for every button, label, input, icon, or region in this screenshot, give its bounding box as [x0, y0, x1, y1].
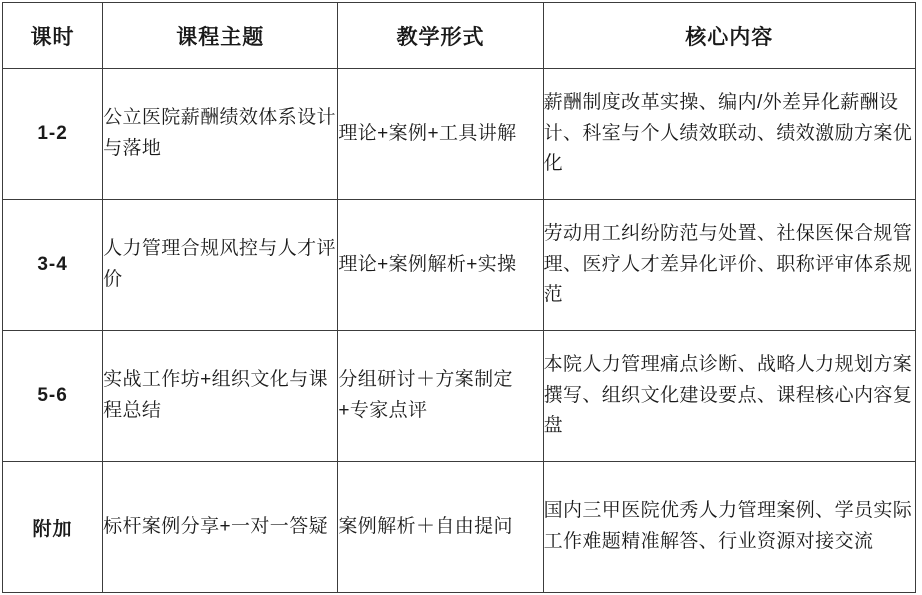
table-row	[3, 331, 916, 462]
period-text: 3-4	[37, 254, 68, 275]
table-header	[3, 3, 916, 69]
cell-core	[543, 462, 915, 593]
core-text: 薪酬制度改革实操、编内/外差异化薪酬设计、科室与个人绩效联动、绩效激励方案优化	[543, 91, 913, 175]
table-header-row	[3, 3, 916, 69]
cell-period	[3, 200, 103, 331]
cell-format	[338, 200, 543, 331]
column-header-topic: 课程主题	[103, 3, 338, 69]
column-header-format: 教学形式	[338, 3, 543, 69]
cell-period	[3, 331, 103, 462]
core-text: 劳动用工纠纷防范与处置、社保医保合规管理、医疗人才差异化评价、职称评审体系规范	[543, 222, 913, 306]
course-schedule-table	[2, 2, 916, 593]
cell-core	[543, 69, 915, 200]
cell-format	[338, 331, 543, 462]
column-header-core: 核心内容	[543, 3, 915, 69]
period-text: 1-2	[37, 123, 68, 144]
table-row	[3, 462, 916, 593]
table-row	[3, 69, 916, 200]
table-row	[3, 200, 916, 331]
topic-text: 公立医院薪酬绩效体系设计与落地	[103, 107, 336, 159]
period-text: 5-6	[37, 385, 68, 406]
core-text: 本院人力管理痛点诊断、战略人力规划方案撰写、组织文化建设要点、课程核心内容复盘	[543, 353, 913, 437]
format-text: 分组研讨＋方案制定+专家点评	[338, 369, 513, 421]
topic-text: 实战工作坊+组织文化与课程总结	[103, 369, 329, 421]
cell-period	[3, 462, 103, 593]
cell-period	[3, 69, 103, 200]
cell-topic	[103, 69, 338, 200]
cell-topic	[103, 331, 338, 462]
cell-topic	[103, 200, 338, 331]
core-text: 国内三甲医院优秀人力管理案例、学员实际工作难题精准解答、行业资源对接交流	[543, 500, 913, 552]
topic-text: 标杆案例分享+一对一答疑	[103, 515, 329, 537]
table-body	[3, 69, 916, 593]
topic-text: 人力管理合规风控与人才评价	[103, 238, 336, 290]
cell-core	[543, 200, 915, 331]
cell-core	[543, 331, 915, 462]
cell-topic	[103, 462, 338, 593]
cell-format	[338, 69, 543, 200]
column-header-period: 课时	[3, 3, 103, 69]
cell-format	[338, 462, 543, 593]
format-text: 理论+案例解析+实操	[338, 253, 517, 275]
format-text: 理论+案例+工具讲解	[338, 122, 517, 144]
period-text: 附加	[32, 518, 73, 540]
format-text: 案例解析＋自由提问	[338, 515, 513, 537]
